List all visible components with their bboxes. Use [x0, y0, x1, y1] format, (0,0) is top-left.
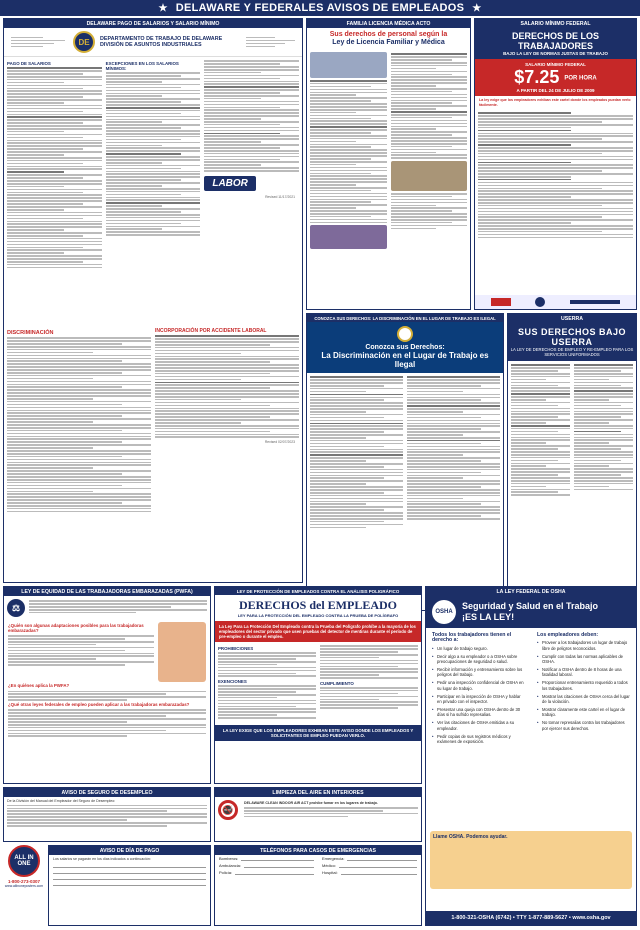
- wage-col-2: [106, 59, 201, 325]
- wage-col-1: [7, 59, 102, 325]
- fmla-photo: [310, 52, 387, 78]
- osha-phone-bar: 1-800-321-OSHA (6742) • TTY 1-877-889-5627 • www.osha.gov: [426, 911, 636, 925]
- min-wage-footer: [475, 295, 636, 309]
- eeo-columns: [307, 373, 503, 532]
- min-wage-title-block: [475, 28, 636, 59]
- payday-panel: [48, 845, 211, 926]
- dol-footer-text: [570, 300, 620, 304]
- all-in-one-badge: ALL IN ONE: [8, 845, 40, 877]
- osha-worker-right: • Decir algo a su empleador o a OSHA sobre preocupaciones de seguridad o salud.: [432, 654, 525, 665]
- min-wage-panel: [474, 18, 637, 310]
- pregnant-worker-illustration: [158, 622, 206, 682]
- poster-title: DELAWARE Y FEDERALES AVISOS DE EMPLEADOS: [175, 2, 465, 14]
- brand-site: www.allinoneposters.com: [4, 884, 44, 888]
- userra-panel: [507, 313, 637, 611]
- fmla-title-block: [307, 28, 470, 50]
- fmla-columns: [307, 50, 470, 251]
- revised-date-2: Revised 02/07/2023: [264, 440, 295, 445]
- userra-header: USERRA: [508, 314, 636, 323]
- polygraph-red-text: La Ley Para La Protección Del Empleado contra la Prueba del Polígrafo prohíbe a la mayoría de los empleadores del sector privado que usen pruebas del detector de mentiras durante el período de pre-empleo o durante el empleo.: [215, 621, 421, 642]
- userra-title: SUS DERECHOS BAJO USERRA: [517, 327, 627, 347]
- polygraph-title: DERECHOS del EMPLEADO: [238, 598, 397, 612]
- pwfa-question-1: ¿Quién son algunas adaptaciones posibles para las trabajadoras embarazadas?: [8, 623, 144, 633]
- clean-air-panel: [214, 787, 422, 842]
- wage-text-columns: [4, 57, 302, 327]
- osha-worker-right: • Un lugar de trabajo seguro.: [432, 646, 525, 651]
- osha-logo-icon: OSHA: [432, 600, 456, 624]
- field-label: Bomberos:: [219, 856, 239, 861]
- min-wage-title: DERECHOS DE LOS TRABAJADORES: [511, 31, 599, 51]
- osha-employers-list: [533, 630, 634, 747]
- clean-air-body: [215, 797, 421, 823]
- osha-help-text: Llame OSHA. Podemos ayudar.: [433, 834, 508, 840]
- osha-title-1: Seguridad y Salud en el Trabajo: [462, 601, 599, 611]
- injury-title: INCORPORACIÓN POR ACCIDENTE LABORAL: [155, 328, 267, 334]
- min-wage-effective: A PARTIR DEL 24 DE JULIO DE 2009: [516, 88, 595, 94]
- polygraph-subtitle: LEY PARA LA PROTECCIÓN DEL EMPLEADO CONTRA LA PRUEBA DE POLÍGRAFO: [237, 613, 399, 618]
- clean-air-header: LIMPIEZA DEL AIRE EN INTERIORES: [215, 788, 421, 797]
- pwfa-body: [4, 620, 210, 740]
- osha-employer-duty: • No tomar represalias contra los trabajadores por ejercer sus derechos.: [537, 720, 630, 731]
- min-wage-note: La ley exige que los empleadores exhiban este cartel donde los empleados puedan verlo fácilmente.: [479, 98, 631, 107]
- dept-banner: [4, 28, 302, 57]
- field-label: Médico:: [322, 863, 337, 868]
- polygraph-columns: [215, 642, 421, 722]
- wage-col-3: [204, 59, 299, 325]
- fmla-title-2: Ley de Licencia Familiar y Médica: [332, 39, 445, 46]
- field-label: Hospital:: [322, 870, 338, 875]
- eeo-title-1: Conozca sus Derechos:: [365, 344, 445, 351]
- emergency-field[interactable]: [215, 869, 318, 876]
- address-block-right: [243, 34, 298, 51]
- osha-worker-right: • Presentar una queja con OSHA dentro de 30 días si ha sufrido represalias.: [432, 707, 525, 718]
- osha-employer-duty: • Cumplir con todas las normas aplicables de OSHA.: [537, 654, 630, 665]
- osha-title-2: ¡ES LA LEY!: [462, 612, 515, 622]
- unemployment-header: AVISO DE SEGURO DE DESEMPLEO: [4, 788, 210, 797]
- osha-title-block: [426, 596, 636, 628]
- pwfa-intro: [4, 596, 210, 620]
- osha-employer-duty: • Proporcionar entrenamiento requerido a todos los trabajadores.: [537, 680, 630, 691]
- userra-subtitle: LA LEY DE DERECHOS DE EMPLEO Y RE-EMPLEO PARA LOS SERVICIOS UNIFORMADOS: [510, 347, 634, 357]
- emergency-field[interactable]: [215, 855, 318, 862]
- eeo-header: CONOZCA SUS DERECHOS: LA DISCRIMINACIÓN EN EL LUGAR DE TRABAJO ES ILEGAL: [307, 314, 503, 322]
- fmla-panel: [306, 18, 471, 310]
- osha-worker-right: • Recibir información y entrenamiento sobre los peligros del trabajo.: [432, 667, 525, 678]
- polygraph-panel: [214, 586, 422, 784]
- field-label: Ambulancia:: [219, 863, 242, 868]
- osha-header: LA LEY FEDERAL DE OSHA: [426, 587, 636, 596]
- osha-employer-duty: • Notificar a OSHA dentro de 8 horas de una fatalidad laboral.: [537, 667, 630, 678]
- star-icon: ★: [158, 2, 168, 14]
- wage-payment-title: PAGO DE SALARIOS: [7, 61, 51, 66]
- osha-workers-title: Todos los trabajadores tienen el derecho a:: [432, 632, 512, 644]
- fmla-photo-2: [310, 225, 387, 249]
- dol-seal-icon: [535, 297, 545, 307]
- clean-air-text: DELAWARE CLEAN INDOOR AIR ACT prohíbe fumar en los lugares de trabajo.: [244, 801, 378, 806]
- brand-phone: 1-800-273-0307: [7, 879, 41, 884]
- pwfa-header: LEY DE EQUIDAD DE LAS TRABAJADORAS EMBARAZADAS (PWFA): [4, 587, 210, 596]
- wage-panel-header: DELAWARE PAGO DE SALARIOS Y SALARIO MÍNIMO: [4, 19, 302, 28]
- star-icon: ★: [472, 2, 482, 14]
- polygraph-exemptions: EXENCIONES: [218, 679, 247, 685]
- polygraph-enforcement: CUMPLIMIENTO: [320, 680, 354, 686]
- eeo-title-block: [307, 322, 503, 373]
- emergency-panel: [214, 845, 422, 926]
- osha-worker-right: • Ver las citaciones de OSHA emitidas a su empleador.: [432, 720, 525, 731]
- address-block: [8, 34, 68, 51]
- polygraph-footer: LA LEY EXIGE QUE LOS EMPLEADORES EXHIBAN ESTE AVISO DONDE LOS EMPLEADOS Y SOLICITANTES DE EMPLEO PUEDAN VERLO.: [215, 725, 421, 741]
- pwfa-question-2: ¿En quiénes aplica la PWFA?: [8, 683, 70, 688]
- osha-employers-title: Los empleadores deben:: [537, 632, 599, 638]
- osha-panel: [425, 586, 637, 926]
- emergency-field[interactable]: [318, 869, 421, 876]
- wage-lower-section: [4, 327, 302, 514]
- min-wage-amount-block: [475, 59, 636, 96]
- emergency-field[interactable]: [318, 855, 421, 862]
- emergency-fields: [215, 855, 421, 876]
- unemployment-intro: De la División del Manual del Empleador del Seguro de Desempleo:: [7, 799, 116, 803]
- unemployment-panel: [3, 787, 211, 842]
- emergency-field[interactable]: [215, 862, 318, 869]
- eeoc-seal-icon: [397, 326, 413, 342]
- min-wage-header: SALARIO MÍNIMO FEDERAL: [475, 19, 636, 28]
- field-label: Policía:: [219, 870, 233, 875]
- no-smoking-icon: 🚭: [218, 800, 238, 820]
- osha-employer-duty: • Mostrar claramente este cartel en el lugar de trabajo.: [537, 707, 630, 718]
- unemployment-text: [4, 797, 210, 830]
- eeoc-seal-icon: ⚖: [7, 599, 25, 617]
- fmla-photo-3: [391, 161, 468, 191]
- emergency-field[interactable]: [318, 862, 421, 869]
- fmla-title-1: Sus derechos de personal según la: [329, 31, 448, 38]
- delaware-seal-icon: DE: [73, 31, 95, 53]
- min-wage-subtitle: BAJO LA LEY DE NORMAS JUSTAS DE TRABAJO: [503, 51, 608, 56]
- osha-workers-illustration: [430, 831, 632, 889]
- polygraph-header: LEY DE PROTECCIÓN DE EMPLEADOS CONTRA EL ANÁLISIS POLIGRÁFICO: [215, 587, 421, 595]
- emergency-header: TELÉFONOS PARA CASOS DE EMERGENCIAS: [215, 846, 421, 855]
- exceptions-title: EXCEPCIONES EN LOS SALARIOS MÍNIMOS:: [105, 61, 179, 71]
- osha-columns: [426, 628, 636, 749]
- osha-employer-duty: • Mostrar las citaciones de OSHA cerca del lugar de la violación.: [537, 694, 630, 705]
- revised-date: Revised 11/17/2021: [265, 195, 296, 200]
- osha-worker-right: • Participar en la inspección de OSHA y hablar en privado con el inspector.: [432, 694, 525, 705]
- poster-title-bar: [0, 0, 640, 16]
- min-wage-per: POR HORA: [564, 75, 597, 82]
- userra-columns: [508, 361, 636, 499]
- min-wage-amount: $7.25: [514, 67, 560, 87]
- payday-text: Los salarios se pagarán en los días indicados a continuación:: [53, 857, 151, 861]
- pwfa-question-3: ¿Qué otras leyes federales de empleo pueden aplicar a las trabajadoras embarazadas?: [8, 701, 190, 707]
- delaware-labor-logo: LABOR: [204, 176, 256, 191]
- polygraph-prohibitions: PROHIBICIONES: [218, 646, 254, 651]
- pwfa-panel: [3, 586, 211, 784]
- fmla-header: FAMILIA LICENCIA MÉDICA ACTO: [307, 19, 470, 28]
- osha-employer-duty: • Proveer a los trabajadores un lugar de trabajo libre de peligros reconocidos.: [537, 640, 630, 651]
- division-name: DIVISIÓN DE ASUNTOS INDUSTRIALES: [100, 42, 202, 48]
- eeo-title-2: La Discriminación en el Lugar de Trabajo es Ilegal: [321, 351, 489, 369]
- all-in-one-logo: [4, 845, 44, 888]
- eeo-panel: [306, 313, 504, 611]
- min-wage-label: SALARIO MÍNIMO FEDERAL: [525, 62, 586, 67]
- osha-worker-right: • Pedir copias de sus registros médicos y exámenes de exposición.: [432, 734, 525, 745]
- wage-payment-panel: [3, 18, 303, 583]
- dept-name: DEPARTAMENTO DE TRABAJO DE DELAWARE: [100, 36, 223, 42]
- field-label: Emergencia:: [322, 856, 345, 861]
- min-wage-text: [475, 109, 636, 241]
- osha-workers-list: [428, 630, 529, 747]
- osha-worker-right: • Pedir una inspección confidencial de OSHA en su lugar de trabajo.: [432, 680, 525, 691]
- whd-logo-icon: [491, 298, 511, 306]
- userra-title-block: [508, 323, 636, 361]
- payday-header: AVISO DE DÍA DE PAGO: [49, 846, 210, 855]
- polygraph-title-block: [215, 595, 421, 621]
- discrimination-title: DISCRIMINACIÓN: [7, 330, 54, 336]
